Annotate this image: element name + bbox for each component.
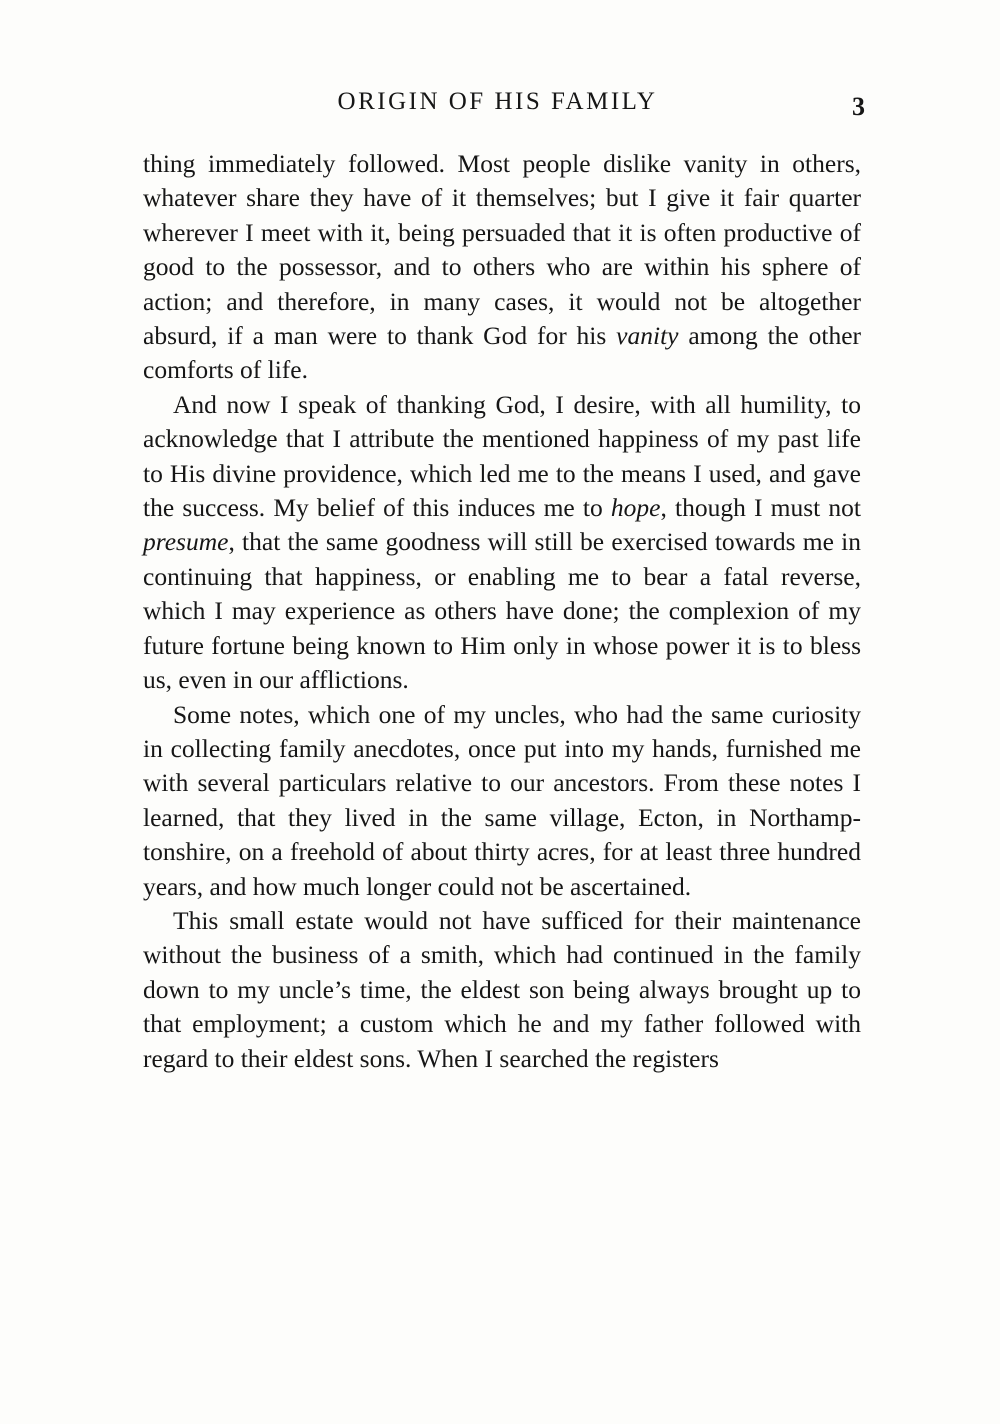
paragraph-text: , that the same goodness will still be exercised towards me in continuing that happiness, or enabling me to bear a fatal reverse, which I may experience as others have done; the complexion of my future fortune being known to Him only in whose power it is to bless us, even in our afflictions. [143,527,861,695]
body-text [143,147,861,1076]
paragraph-text: thing immediately followed. Most people dislike vanity in others, whatever share they have of it themselves; but I give it fair quarter wherever I meet with it, being persuaded that it is often productive of good to the possessor, and to others who are within his sphere of action; and therefore, in many cases, it would not be altogether absurd, if a man were to thank God for his [143,149,861,351]
italic-word: vanity [616,321,679,351]
paragraph-small-estate: This small estate would not have sufficed for their maintenance without the business of a smith, which had continued in the family down to my uncle’s time, the eldest son being always brought up to that employment; a custom which he and my father followed with regard to their eldest sons. When I searched the registers [143,905,861,1073]
running-title: ORIGIN OF HIS FAMILY [337,88,658,115]
italic-word: presume [143,527,229,557]
paragraph-thanking-god [143,388,861,698]
paragraph-text: And now I speak of thanking God, I desire, with all humility, to acknowledge that I attribute the mentioned happiness of my past life to His divine providence, which led me to the means I used, and gave the success. My belief of this induces me to [143,389,861,523]
paragraph-text: among the other comforts of life. [143,321,862,385]
paragraph-text: , though I must not [660,493,861,523]
paragraph-vanity [143,147,861,388]
page-number: 3 [852,92,865,121]
italic-word: hope [610,493,661,523]
running-head [140,86,865,126]
paragraph-family-notes: Some notes, which one of my uncles, who had the same curiosity in collecting family anecdotes, once put into my hands, furnished me with several particulars relative to our ancestors. From these notes I learned, that they lived in the same village, Ecton, in Northamptonshire, on a freehold of about thirty acres, for at least three hundred years, and how much longer could not be ascertained. [143,699,861,901]
